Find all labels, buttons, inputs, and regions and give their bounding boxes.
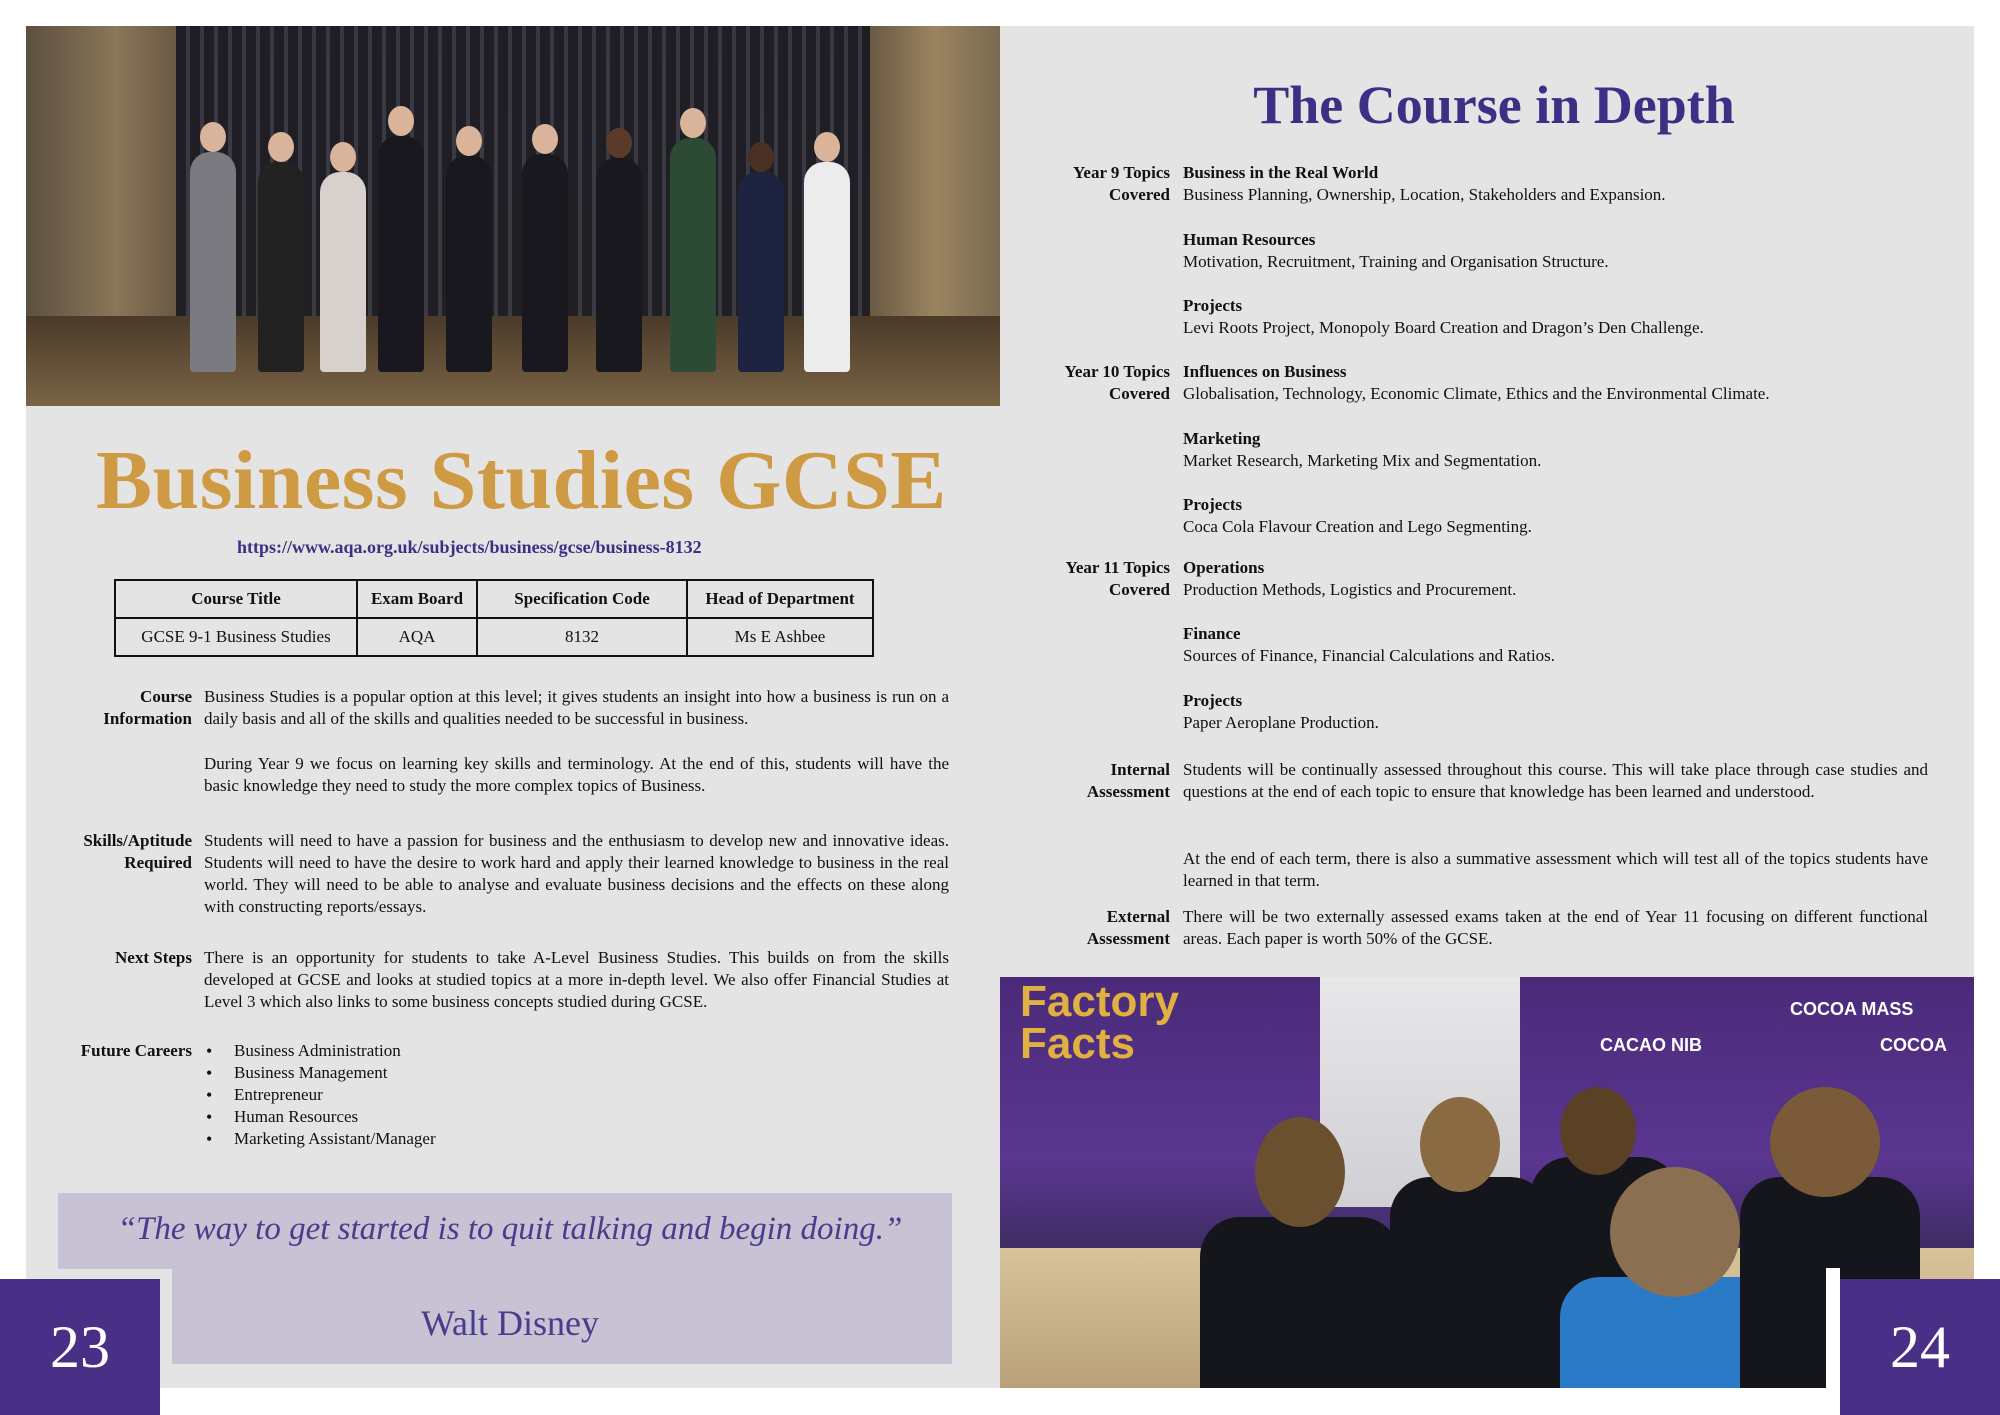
external-assessment-label <box>1040 906 1170 950</box>
person <box>522 154 568 372</box>
table-header-row <box>115 580 873 618</box>
label-line: Assessment <box>1086 929 1170 948</box>
person <box>258 162 304 372</box>
year11-label <box>1040 557 1170 601</box>
photo-label: COCOA MASS <box>1790 999 1914 1019</box>
topic-heading: Operations <box>1183 558 1265 577</box>
page-number-left: 23 <box>0 1279 160 1415</box>
label-line: External <box>1106 907 1170 926</box>
topic-body: Business Planning, Ownership, Location, Stakeholders and Expansion. <box>1183 185 1666 204</box>
course-info-paragraph: During Year 9 we focus on learning key skills and terminology. At the end of this, students will have the basic knowledge they need to study the more complex topics of Business. <box>204 754 949 795</box>
group-photo <box>26 26 1000 406</box>
label-line: Assessment <box>1086 782 1170 801</box>
label-line: Covered <box>1108 185 1170 204</box>
student-head <box>1255 1117 1345 1227</box>
table-cell: GCSE 9-1 Business Studies <box>115 618 357 656</box>
label-line: Year 9 Topics <box>1073 163 1170 182</box>
student <box>1200 1217 1400 1388</box>
person <box>596 158 642 372</box>
topic-heading: Influences on Business <box>1183 362 1347 381</box>
sign-line: Factory <box>1020 977 1179 1026</box>
topic-heading: Marketing <box>1183 429 1261 448</box>
year9-label <box>1040 162 1170 206</box>
table-cell: AQA <box>357 618 477 656</box>
list-item: • Entrepreneur <box>206 1084 436 1106</box>
person <box>320 172 366 372</box>
student-head <box>1420 1097 1500 1192</box>
topic-body: Sources of Finance, Financial Calculations and Ratios. <box>1183 646 1556 665</box>
label-line: Covered <box>1108 580 1170 599</box>
section-label: Next Steps <box>115 948 192 967</box>
topic-body: Coca Cola Flavour Creation and Lego Segmenting. <box>1183 517 1532 536</box>
label-line: Course <box>140 687 192 706</box>
topic-body: Motivation, Recruitment, Training and Organisation Structure. <box>1183 252 1609 271</box>
label-line: Year 11 Topics <box>1065 558 1170 577</box>
label-line: Skills/Aptitude <box>83 831 192 850</box>
course-info-paragraph: Business Studies is a popular option at this level; it gives students an insight into how a business is run on a daily basis and all of the skills and qualities needed to be successful in business. <box>204 687 949 728</box>
list-item: • Marketing Assistant/Manager <box>206 1128 436 1150</box>
topic-heading: Business in the Real World <box>1183 163 1379 182</box>
floor <box>26 316 1000 406</box>
list-item: • Human Resources <box>206 1106 436 1128</box>
topic-body: Paper Aeroplane Production. <box>1183 713 1379 732</box>
page-title: Business Studies GCSE <box>96 434 947 527</box>
label-line: Covered <box>1108 384 1170 403</box>
topic-heading: Projects <box>1183 691 1243 710</box>
table-header: Specification Code <box>477 580 687 618</box>
topic-body: Market Research, Marketing Mix and Segmentation. <box>1183 451 1542 470</box>
internal-assessment-paragraph: Students will be continually assessed throughout this course. This will take place through case studies and questions at the end of each topic to ensure that knowledge has been learned and understood. <box>1183 760 1928 801</box>
topic-heading: Human Resources <box>1183 230 1316 249</box>
table-header: Exam Board <box>357 580 477 618</box>
section-label <box>40 830 192 874</box>
course-url-link[interactable]: https://www.aqa.org.uk/subjects/business/gcse/business-8132 <box>237 537 702 557</box>
quote-text: “The way to get started is to quit talking and begin doing.” <box>117 1211 903 1247</box>
student-head <box>1770 1087 1880 1197</box>
person <box>670 138 716 372</box>
year10-label <box>1040 361 1170 405</box>
topic-heading: Finance <box>1183 624 1241 643</box>
skills-paragraph: Students will need to have a passion for business and the enthusiasm to develop new and innovative ideas. Students will need to have the desire to work hard and apply their learned knowledge to business in the real world. They will need to be able to analyse and evaluate business decisions and the effects on these along with constructing reports/essays. <box>204 831 949 916</box>
person <box>446 156 492 372</box>
table-row <box>115 618 873 656</box>
next-steps-paragraph: There is an opportunity for students to take A-Level Business Studies. This builds on from the skills developed at GCSE and looks at studied topics at a more in-depth level. We also offer Financial Studies at Level 3 which also links to some business concepts studied during GCSE. <box>204 948 949 1011</box>
internal-assessment-label <box>1040 759 1170 803</box>
student-head <box>1560 1087 1636 1175</box>
table-cell: 8132 <box>477 618 687 656</box>
section-label <box>40 686 192 730</box>
internal-assessment-paragraph: At the end of each term, there is also a summative assessment which will test all of the topics students have learned in that term. <box>1183 849 1928 890</box>
student-head <box>1610 1167 1740 1297</box>
topic-heading: Projects <box>1183 296 1243 315</box>
person <box>738 172 784 372</box>
person <box>190 152 236 372</box>
section-title: The Course in Depth <box>1253 75 1735 135</box>
page-number-right: 24 <box>1840 1279 2000 1415</box>
label-line: Internal <box>1110 760 1170 779</box>
page-number-frame <box>1826 1268 1840 1388</box>
person <box>378 136 424 372</box>
photo-label: CACAO NIB <box>1600 1035 1702 1055</box>
list-item: • Business Administration <box>206 1040 436 1062</box>
label-line: Required <box>124 853 192 872</box>
external-assessment-paragraph: There will be two externally assessed exams taken at the end of Year 11 focusing on different functional areas. Each paper is worth 50% of the GCSE. <box>1183 907 1928 948</box>
careers-list <box>206 1040 436 1150</box>
topic-body: Globalisation, Technology, Economic Climate, Ethics and the Environmental Climate. <box>1183 384 1770 403</box>
table-header: Course Title <box>115 580 357 618</box>
photo-label: COCOA <box>1880 1035 1947 1055</box>
person <box>804 162 850 372</box>
course-details-table <box>114 579 874 657</box>
sign-line: Facts <box>1020 1019 1135 1068</box>
quote-author: Walt Disney <box>420 1303 600 1343</box>
topic-body: Production Methods, Logistics and Procurement. <box>1183 580 1517 599</box>
topic-heading: Projects <box>1183 495 1243 514</box>
list-item: • Business Management <box>206 1062 436 1084</box>
section-label: Future Careers <box>80 1041 192 1060</box>
factory-facts-sign <box>1020 977 1179 1068</box>
label-line: Information <box>103 709 192 728</box>
student <box>1390 1177 1550 1388</box>
label-line: Year 10 Topics <box>1064 362 1170 381</box>
table-header: Head of Department <box>687 580 873 618</box>
topic-body: Levi Roots Project, Monopoly Board Creation and Dragon’s Den Challenge. <box>1183 318 1704 337</box>
table-cell: Ms E Ashbee <box>687 618 873 656</box>
